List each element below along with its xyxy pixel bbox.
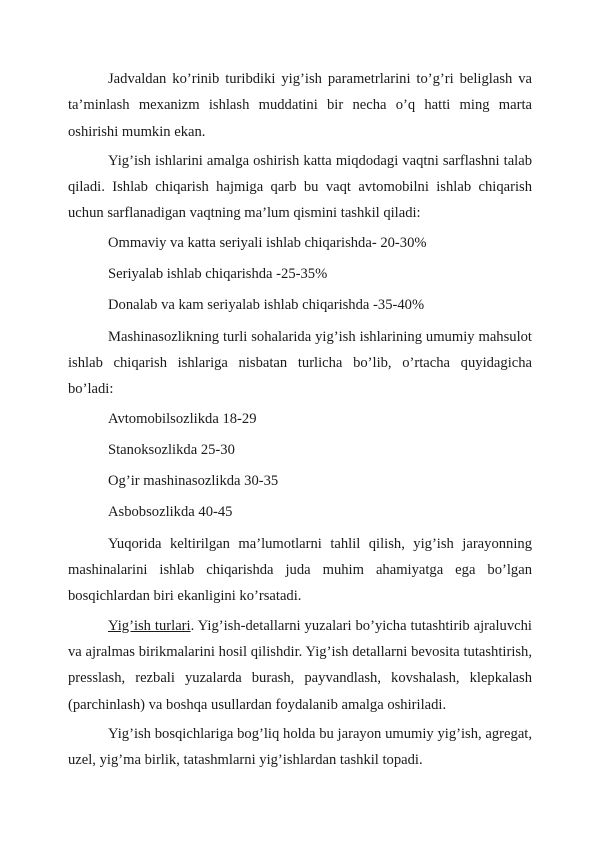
paragraph-industry-share: Mashinasozlikning turli sohalarida yig’ish ishlarining umumiy mahsulot ishlab chiqarish ishlariga nisbatan turlicha bo’lib, o’rtacha quyidagicha bo’ladi: (68, 328, 532, 398)
assembly-types-text: . Yig’ish-detallarni yuzalari bo’yicha tutashtirib ajraluvchi va ajralmas birikmalarini hosil qilishdir. Yig’ish detallarni bevosita tutashtirish, presslash, rezbali yuzalarda burash, payvandlash, kovshalash, klepkalash (parchinlash) va boshqa usullardan foydalanib amalga oshiriladi. (68, 617, 532, 713)
paragraph-assembly-stages: Yig’ish bosqichlariga bog’liq holda bu jarayon umumiy yig’ish, agregat, uzel, yig’ma birlik, tatashmlarni yig’ishlardan tashkil topadi. (68, 725, 532, 769)
paragraph-parameters: Jadvaldan ko’rinib turibdiki yig’ish parametrlarini to’g’ri beliglash va ta’minlash mexanizm ishlash muddatini bir necha o’q hatti ming marta oshirishi mumkin ekan. (68, 71, 532, 140)
paragraph-analysis: Yuqorida keltirilgan ma’lumotlarni tahlil qilish, yig’ish jarayonning mashinalarini ishlab chiqarishda juda muhim ahamiyatga ega bo’lgan bosqichlardan biri ekanligini ko’rsatadi. (68, 535, 532, 605)
list-item-machine-tools: Stanoksozlikda 25-30 (108, 441, 235, 458)
list-item-heavy-engineering: Og’ir mashinasozlikda 30-35 (108, 473, 279, 490)
paragraph-assembly-time: Yig’ish ishlarini amalga oshirish katta miqdodagi vaqtni sarflashni talab qiladi. Ishlab chiqarish hajmiga qarb bu vaqt avtomobilni ishlab chiqarish uchun sarflanadigan vaqtning ma’lum qismini tashkil qiladi: (68, 152, 532, 222)
list-item-instruments: Asbobsozlikda 40-45 (108, 504, 233, 521)
list-item-single-production: Donalab va kam seriyalab ishlab chiqarishda -35-40% (108, 297, 425, 314)
list-item-serial-production: Seriyalab ishlab chiqarishda -25-35% (108, 266, 328, 283)
list-item-mass-production: Ommaviy va katta seriyali ishlab chiqarishda- 20-30% (108, 234, 427, 251)
paragraph-assembly-types (68, 613, 532, 718)
assembly-types-heading: Yig’ish turlari (108, 617, 191, 634)
list-item-automotive: Avtomobilsozlikda 18-29 (108, 410, 257, 427)
